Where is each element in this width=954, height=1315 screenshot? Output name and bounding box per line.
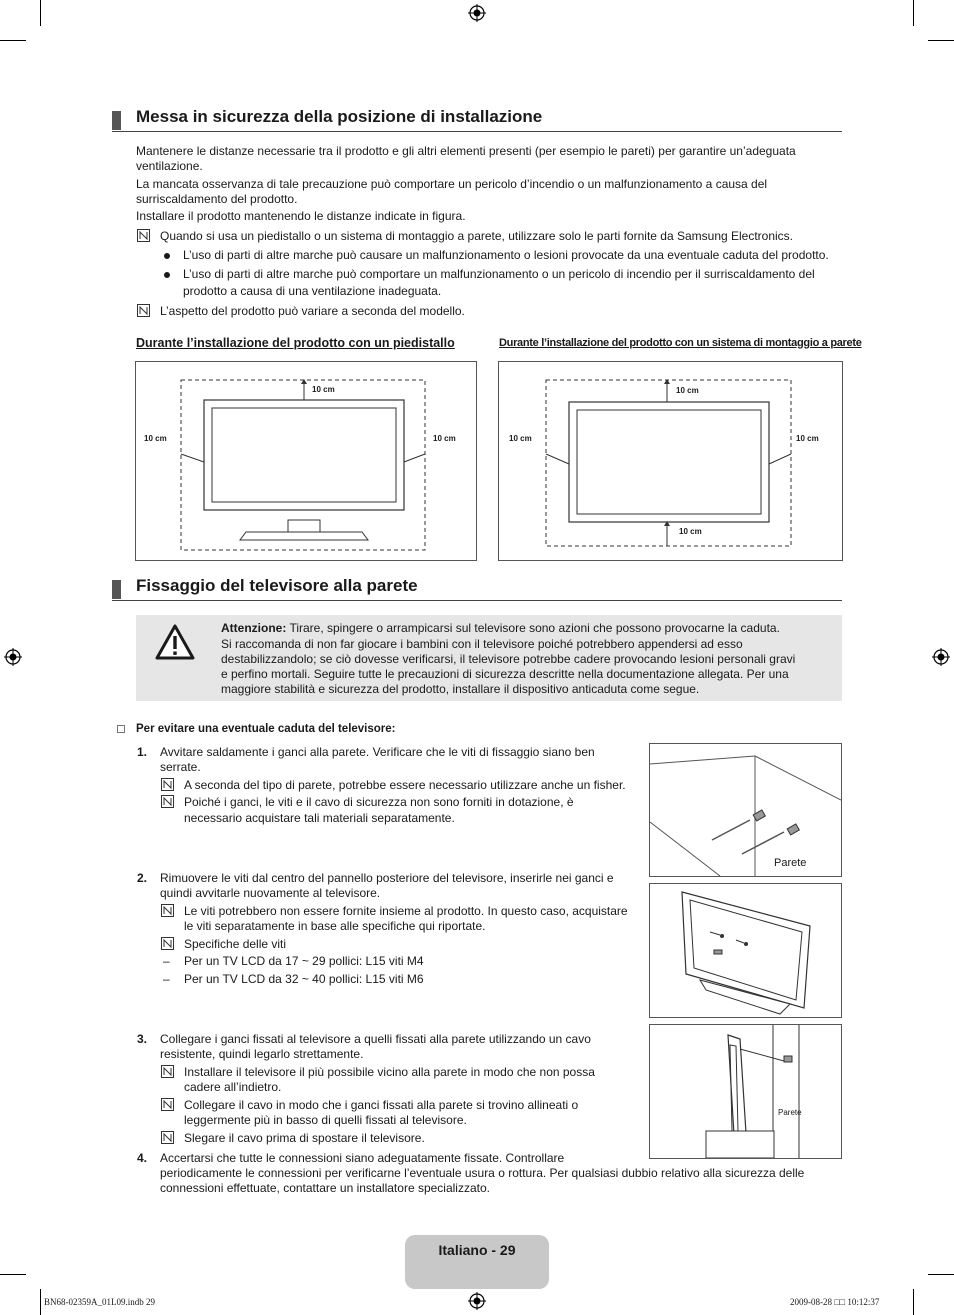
note-icon xyxy=(161,904,174,917)
figure-tv-tied-wall xyxy=(649,1024,842,1159)
note-text: Collegare il cavo in modo che i ganci fissati alla parete si trovino allineati o xyxy=(184,1098,579,1112)
figure-tv-back-hooks xyxy=(649,883,842,1018)
note-icon xyxy=(137,304,150,317)
figure-label: Parete xyxy=(774,857,807,869)
crop-mark xyxy=(40,0,41,26)
figure-title-wall-mount: Durante l’installazione del prodotto con un sistema di montaggio a parete xyxy=(499,337,862,349)
registration-mark-icon xyxy=(468,4,486,22)
warning-line: e perfino mortali. Seguire tutte le precauzioni di sicurezza descritte nella documentazione allegata. Per una xyxy=(221,667,789,681)
crop-mark xyxy=(0,40,26,41)
warning-triangle-icon xyxy=(155,624,195,660)
paragraph-line: surriscaldamento del prodotto. xyxy=(136,192,298,206)
dash-marker: – xyxy=(163,954,170,968)
figure-label: Parete xyxy=(778,1108,802,1117)
note-icon xyxy=(161,1098,174,1111)
warning-line xyxy=(221,621,780,636)
step-text: connessioni effettuate, contattare un installatore specializzato. xyxy=(160,1181,490,1195)
square-bullet-icon xyxy=(117,725,125,733)
bullet-text: L’uso di parti di altre marche può comportare un malfunzionamento o un pericolo di incendio per il surriscaldamento del xyxy=(183,267,815,281)
clearance-label-bottom: 10 cm xyxy=(679,527,702,536)
note-text: Installare il televisore il più possibile vicino alla parete in modo che non possa xyxy=(184,1065,595,1079)
note-text: cadere all’indietro. xyxy=(184,1080,282,1094)
crop-mark xyxy=(40,1289,41,1315)
clearance-label-right: 10 cm xyxy=(433,434,456,443)
bullet-text: L’uso di parti di altre marche può causare un malfunzionamento o lesioni provocate da una eventuale caduta del prodotto. xyxy=(183,248,829,262)
bullet-dot xyxy=(164,272,170,278)
registration-mark-icon xyxy=(4,648,22,666)
warning-line: Si raccomanda di non far giocare i bambini con il televisore poiché potrebbero appendersi ad esso xyxy=(221,637,743,651)
note-text: A seconda del tipo di parete, potrebbe essere necessario utilizzare anche un fisher. xyxy=(184,778,626,792)
tv-back-illustration xyxy=(650,884,841,1017)
step-number: 4. xyxy=(137,1151,148,1165)
bullet-dot xyxy=(164,253,170,259)
section-title: Messa in sicurezza della posizione di installazione xyxy=(136,107,543,126)
crop-mark xyxy=(0,1274,26,1275)
step-text: Avvitare saldamente i ganci alla parete. Verificare che le viti di fissaggio siano ben xyxy=(160,745,595,759)
bullet-text: prodotto a causa di una ventilazione inadeguata. xyxy=(183,284,442,298)
step-text: Accertarsi che tutte le connessioni siano adeguatamente fissate. Controllare xyxy=(160,1151,565,1165)
tv-side-wall-illustration xyxy=(650,1025,841,1158)
note-text: le viti separatamente in base alle specifiche qui riportate. xyxy=(184,919,486,933)
note-text: leggermente più in basso di quelli fissati al televisore. xyxy=(184,1113,467,1127)
step-text: resistente, quindi legarlo strettamente. xyxy=(160,1047,364,1061)
crop-mark xyxy=(913,1289,914,1315)
warning-line: destabilizzandolo; se ciò dovesse verificarsi, il televisore potrebbe cadere provocando lesioni personali gravi xyxy=(221,652,796,666)
clearance-label-left: 10 cm xyxy=(509,434,532,443)
note-icon xyxy=(161,778,174,791)
step-text: periodicamente le connessioni per verificarne l’eventuale usura o rottura. Per qualsiasi dubbio relativo alla sicurezza delle xyxy=(160,1166,805,1180)
paragraph-line: ventilazione. xyxy=(136,159,203,173)
crop-mark xyxy=(913,0,914,26)
clearance-label-left: 10 cm xyxy=(144,434,167,443)
dash-marker: – xyxy=(163,972,170,986)
step-number: 1. xyxy=(137,745,148,759)
warning-text: Tirare, spingere o arrampicarsi sul televisore sono azioni che possono provocarne la caduta. xyxy=(286,621,780,635)
subsection-title: Per evitare una eventuale caduta del televisore: xyxy=(136,723,396,735)
note-text: L’aspetto del prodotto può variare a seconda del modello. xyxy=(160,304,465,318)
section-heading xyxy=(112,109,842,132)
step-number: 3. xyxy=(137,1032,148,1046)
section-title: Fissaggio del televisore alla parete xyxy=(136,576,418,595)
spec-item: Per un TV LCD da 17 ~ 29 pollici: L15 viti M4 xyxy=(184,954,424,968)
tv-stand-illustration xyxy=(136,362,476,560)
paragraph-line: Installare il prodotto mantenendo le distanze indicate in figura. xyxy=(136,209,466,223)
note-text: necessario acquistare tali materiali separatamente. xyxy=(184,811,455,825)
warning-box xyxy=(136,615,842,701)
heading-bar xyxy=(112,111,121,130)
note-icon xyxy=(161,1065,174,1078)
note-icon xyxy=(161,795,174,808)
note-text: Poiché i ganci, le viti e il cavo di sicurezza non sono forniti in dotazione, è xyxy=(184,795,574,809)
figure-stand-clearance xyxy=(135,361,477,561)
note-icon xyxy=(161,937,174,950)
clearance-label-right: 10 cm xyxy=(796,434,819,443)
registration-mark-icon xyxy=(932,648,950,666)
warning-line: maggiore stabilità e sicurezza del prodotto, installare il dispositivo anticaduta come segue. xyxy=(221,682,700,696)
crop-mark xyxy=(928,1274,954,1275)
wall-hooks-illustration xyxy=(650,744,841,876)
paragraph-line: La mancata osservanza di tale precauzione può comportare un pericolo d’incendio o un malfunzionamento a causa del xyxy=(136,177,768,191)
heading-bar xyxy=(112,580,121,599)
step-text: quindi avvitarle nuovamente al televisore. xyxy=(160,886,381,900)
figure-wall-mount-clearance xyxy=(498,361,843,561)
tv-wall-mount-illustration xyxy=(499,362,842,560)
figure-title-stand: Durante l’installazione del prodotto con un piedistallo xyxy=(136,336,455,350)
note-icon xyxy=(161,1131,174,1144)
clearance-label-top: 10 cm xyxy=(676,386,699,395)
crop-mark xyxy=(928,40,954,41)
note-text: Le viti potrebbero non essere fornite insieme al prodotto. In questo caso, acquistare xyxy=(184,904,628,918)
note-text: Slegare il cavo prima di spostare il televisore. xyxy=(184,1131,425,1145)
page-number-tab xyxy=(405,1235,549,1289)
print-info-right: 2009-08-28 □□ 10:12:37 xyxy=(790,1297,880,1307)
spec-item: Per un TV LCD da 32 ~ 40 pollici: L15 viti M6 xyxy=(184,972,424,986)
figure-wall-hooks xyxy=(649,743,842,877)
step-number: 2. xyxy=(137,871,148,885)
note-text: Specifiche delle viti xyxy=(184,937,287,951)
note-icon xyxy=(137,229,150,242)
step-text: Collegare i ganci fissati al televisore a quelli fissati alla parete utilizzando un cavo xyxy=(160,1032,591,1046)
section-heading xyxy=(112,578,842,601)
page-number: Italiano - 29 xyxy=(438,1242,516,1258)
clearance-label-top: 10 cm xyxy=(312,385,335,394)
registration-mark-icon xyxy=(468,1292,486,1310)
step-text: serrate. xyxy=(160,760,201,774)
print-info-left: BN68-02359A_01L09.indb 29 xyxy=(44,1297,155,1307)
paragraph-line: Mantenere le distanze necessarie tra il prodotto e gli altri elementi presenti (per esempio le pareti) per garantire un’adeguata xyxy=(136,144,796,158)
step-text: Rimuovere le viti dal centro del pannello posteriore del televisore, inserirle nei ganci e xyxy=(160,871,614,885)
warning-label: Attenzione: xyxy=(221,621,287,635)
note-text: Quando si usa un piedistallo o un sistema di montaggio a parete, utilizzare solo le parti fornite da Samsung Electronics. xyxy=(160,229,794,243)
